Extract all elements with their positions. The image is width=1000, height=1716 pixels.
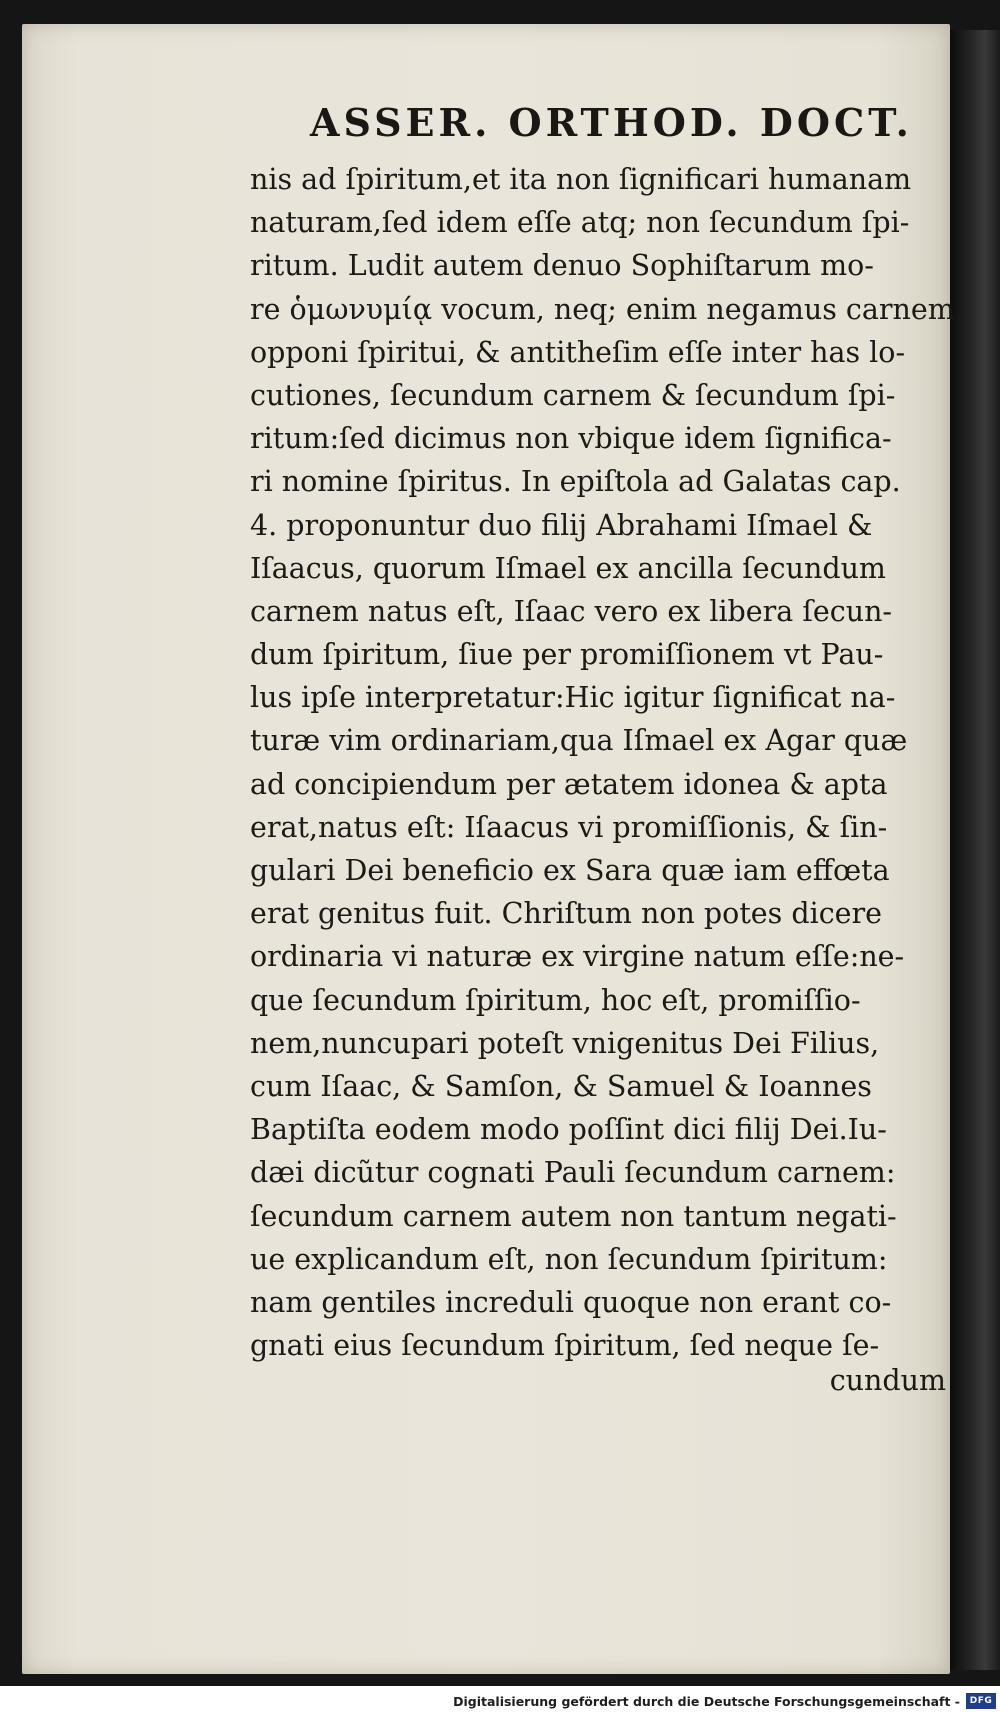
text-line: turæ vim ordinariam,qua Iſmael ex Agar quæ <box>250 724 908 758</box>
text-line: 4. proponuntur duo filij Abrahami Iſmael & <box>250 508 873 542</box>
text-line: nem,nuncupari poteſt vnigenitus Dei Filius, <box>250 1026 880 1060</box>
text-line: Iſaacus, quorum Iſmael ex ancilla ſecundum <box>250 551 886 585</box>
text-line: gulari Dei beneficio ex Sara quæ iam effœta <box>250 854 890 887</box>
text-line: cutiones, ſecundum carnem & ſecundum ſpi- <box>250 378 896 412</box>
text-line: opponi ſpiritui, & antitheſim eſſe inter has lo- <box>250 335 906 369</box>
text-line: dum ſpiritum, ſiue per promiſſionem vt Pau- <box>250 638 884 672</box>
text-line: re ὁμωνυμίᾳ vocum, neq; enim negamus carnem <box>250 292 955 326</box>
text-line: carnem natus eſt, Iſaac vero ex libera ſecun- <box>250 594 893 628</box>
text-line: dæi dicũtur cognati Pauli ſecundum carnem: <box>250 1156 896 1190</box>
text-line: gnati eius ſecundum ſpiritum, ſed neque ſe- <box>250 1329 880 1363</box>
text-line: ſecundum carnem autem non tantum negati- <box>250 1199 897 1233</box>
text-line: nam gentiles increduli quoque non erant co- <box>250 1285 892 1319</box>
text-line: ordinaria vi naturæ ex virgine natum eſſe:ne- <box>250 940 905 974</box>
text-line: erat genitus fuit. Chriſtum non potes dicere <box>250 897 883 931</box>
text-line: ue explicandum eſt, non ſecundum ſpiritum: <box>250 1242 888 1276</box>
text-line: ritum. Ludit autem denuo Sophiſtarum mo- <box>250 249 874 283</box>
text-line: ad concipiendum per ætatem idonea & apta <box>250 767 888 801</box>
running-header: ASSER. ORTHOD. DOCT. <box>310 100 913 145</box>
dfg-logo[interactable]: DFG <box>966 1693 996 1709</box>
text-line: erat,natus eſt: Iſaacus vi promiſſionis, & ſin- <box>250 810 888 844</box>
text-line: Baptiſta eodem modo poſſint dici filij Dei.Iu- <box>250 1113 887 1147</box>
text-line: que ſecundum ſpiritum, hoc eſt, promiſſio- <box>250 983 861 1017</box>
text-line: lus ipſe interpretatur:Hic igitur ſignificat na- <box>250 681 896 715</box>
text-line: cum Iſaac, & Samſon, & Samuel & Ioannes <box>250 1069 872 1103</box>
body-text <box>250 158 970 1367</box>
text-line: nis ad ſpiritum,et ita non ſignificari humanam <box>250 163 912 196</box>
text-line: ri nomine ſpiritus. In epiſtola ad Galatas cap. <box>250 465 901 499</box>
catchword: cundum <box>829 1364 946 1397</box>
digitization-credit: Digitalisierung gefördert durch die Deutsche Forschungsgemeinschaft - <box>453 1694 960 1709</box>
text-line: naturam,ſed idem eſſe atq; non ſecundum ſpi- <box>250 206 910 240</box>
text-line: ritum:ſed dicimus non vbique idem ſignifica- <box>250 422 892 456</box>
